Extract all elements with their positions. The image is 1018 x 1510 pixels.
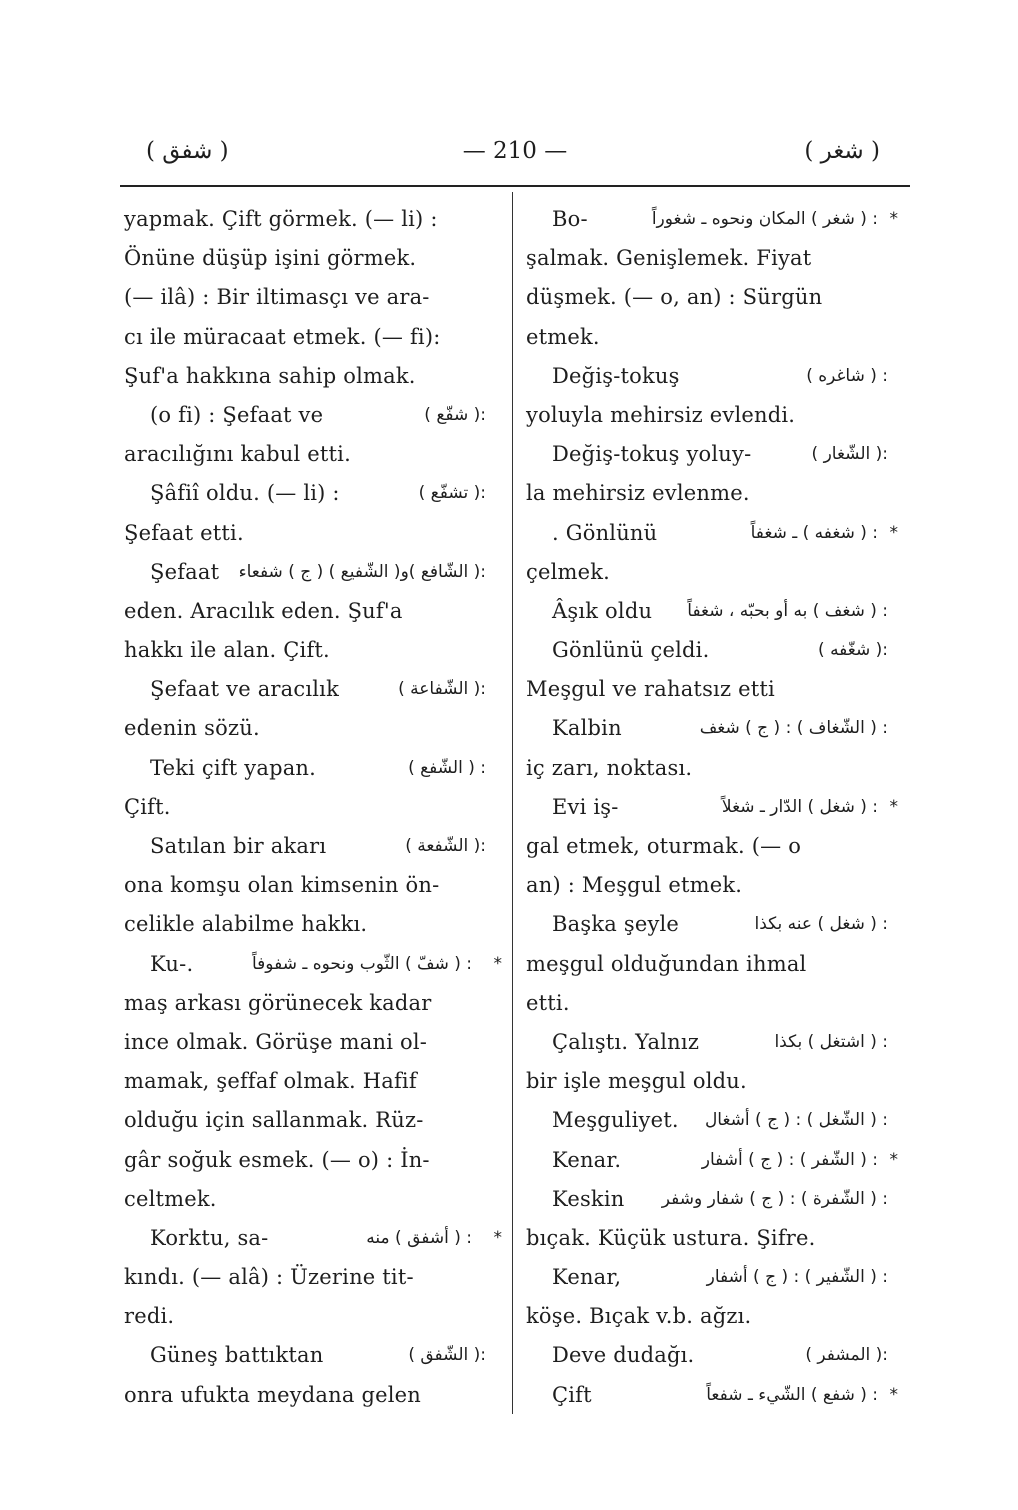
dictionary-line	[124, 592, 486, 631]
dictionary-line	[526, 1297, 888, 1336]
entry-text: Korktu, sa-	[150, 1225, 269, 1250]
dictionary-line	[124, 984, 486, 1023]
entry-text: eden. Aracılık eden. Şuf'a	[124, 598, 403, 623]
arabic-headword: : ( الشّفر ) : ( ج ) أشفار	[701, 1149, 878, 1170]
arabic-headword: : ( الشّغل ) : ( ج ) أشغال	[704, 1110, 888, 1131]
entry-text: Bo-	[552, 207, 588, 231]
dictionary-line	[526, 827, 888, 866]
dictionary-line	[526, 670, 888, 709]
dictionary-line	[124, 357, 486, 396]
dictionary-line	[526, 514, 898, 553]
dictionary-line	[124, 1101, 486, 1140]
entry-text: la mehirsiz evlenme.	[526, 481, 750, 506]
entry-text: celtmek.	[124, 1186, 217, 1211]
entry-text: bıçak. Küçük ustura. Şifre.	[526, 1225, 816, 1250]
dictionary-line	[526, 200, 898, 239]
entry-text: Çift	[552, 1382, 592, 1407]
dictionary-line	[124, 827, 486, 866]
dictionary-line	[526, 866, 888, 905]
arabic-headword: :( الشّفق )	[408, 1345, 486, 1366]
arabic-headword: : ( أشفق ) منه	[366, 1227, 472, 1248]
entry-text: yapmak. Çift görmek. (— li) :	[124, 207, 438, 231]
left-column	[124, 200, 502, 1415]
arabic-headword: : ( شغف ) به أو بحبّه ، شغفاً	[687, 600, 888, 621]
arabic-headword: : ( شاغره )	[806, 365, 888, 386]
entry-text: ona komşu olan kimsenin ön-	[124, 873, 440, 898]
dictionary-line	[124, 749, 486, 788]
arabic-headword: : ( الشّغاف ) : ( ج ) شغف	[699, 718, 888, 739]
header-left-keyword: ( شفق )	[146, 138, 229, 164]
dictionary-line	[124, 1336, 486, 1375]
entry-text: köşe. Bıçak v.b. ağzı.	[526, 1304, 752, 1329]
dictionary-line	[526, 984, 888, 1023]
dictionary-line	[526, 709, 888, 748]
entry-text: redi.	[124, 1304, 175, 1329]
root-marker: *	[493, 953, 502, 974]
entry-text: gal etmek, oturmak. (— o	[526, 834, 802, 858]
entry-text: Çalıştı. Yalnız	[552, 1029, 700, 1054]
entry-text: etti.	[526, 990, 570, 1015]
dictionary-line	[124, 553, 486, 592]
dictionary-line	[124, 670, 486, 709]
dictionary-line	[124, 1062, 486, 1101]
dictionary-line	[526, 1141, 898, 1180]
entry-text: Değiş-tokuş	[552, 363, 680, 388]
entry-text: Çift.	[124, 794, 171, 819]
right-column	[526, 200, 898, 1415]
dictionary-line	[526, 631, 888, 670]
entry-text: Şuf'a hakkına sahip olmak.	[124, 363, 416, 388]
dictionary-line	[124, 474, 486, 513]
entry-text: (— ilâ) : Bir iltimasçı ve ara-	[124, 285, 430, 310]
dictionary-line	[124, 1376, 486, 1415]
dictionary-line	[526, 945, 888, 984]
entry-text: kındı. (— alâ) : Üzerine tit-	[124, 1265, 414, 1290]
dictionary-line	[124, 200, 486, 239]
dictionary-line	[526, 905, 888, 944]
dictionary-line	[124, 1297, 486, 1336]
dictionary-line	[526, 357, 888, 396]
arabic-headword: : ( الشّفع )	[408, 757, 486, 778]
dictionary-line	[124, 435, 486, 474]
entry-text: yoluyla mehirsiz evlendi.	[526, 402, 796, 427]
dictionary-line	[526, 1219, 888, 1258]
dictionary-line	[526, 1101, 888, 1140]
entry-text: meşgul olduğundan ihmal	[526, 951, 807, 976]
entry-text: (o fi) : Şefaat ve	[150, 402, 324, 427]
entry-text: Meşgul ve rahatsız etti	[526, 677, 775, 702]
arabic-headword: : ( شغل ) الدّار ـ شغلاً	[721, 796, 878, 817]
entry-text: Gönlünü çeldi.	[552, 638, 710, 663]
dictionary-line	[526, 749, 888, 788]
dictionary-line	[526, 1336, 888, 1375]
dictionary-line	[526, 1376, 898, 1415]
dictionary-line	[124, 396, 486, 435]
root-marker: *	[493, 1227, 502, 1248]
page-number: — 210 —	[462, 138, 568, 164]
root-marker: *	[889, 209, 898, 229]
dictionary-line	[124, 1023, 486, 1062]
dictionary-line	[526, 239, 888, 278]
entry-text: Kenar,	[552, 1265, 622, 1290]
entry-text: Kenar.	[552, 1147, 622, 1172]
arabic-headword: :( شغّفه )	[818, 640, 888, 661]
dictionary-line	[124, 239, 486, 278]
root-marker: *	[889, 796, 898, 817]
entry-text: iç zarı, noktası.	[526, 755, 693, 780]
arabic-headword: : ( الشّفير ) : ( ج ) أشفار	[706, 1267, 888, 1288]
dictionary-line	[124, 1141, 486, 1180]
entry-text: mamak, şeffaf olmak. Hafif	[124, 1069, 417, 1094]
arabic-headword: :( شفّع )	[424, 404, 486, 425]
dictionary-line	[526, 318, 888, 357]
entry-text: edenin sözü.	[124, 716, 260, 741]
dictionary-line	[526, 396, 888, 435]
header-right-keyword: ( شغر )	[804, 138, 880, 164]
arabic-headword: :( الشّغار )	[811, 444, 888, 465]
entry-text: çelmek.	[526, 559, 611, 584]
entry-text: düşmek. (— o, an) : Sürgün	[526, 285, 823, 310]
dictionary-line	[124, 709, 486, 748]
entry-text: Meşguliyet.	[552, 1108, 679, 1133]
entry-text: maş arkası görünecek kadar	[124, 990, 432, 1015]
entry-text: şalmak. Genişlemek. Fiyat	[526, 246, 812, 271]
entry-text: Satılan bir akarı	[150, 834, 327, 858]
entry-text: . Gönlünü	[552, 520, 658, 545]
arabic-headword: : ( شغل ) عنه بكذا	[754, 914, 888, 935]
dictionary-line	[526, 474, 888, 513]
entry-text: hakkı ile alan. Çift.	[124, 638, 330, 663]
entry-text: Şefaat etti.	[124, 520, 244, 545]
dictionary-line	[124, 1180, 486, 1219]
root-marker: *	[889, 1384, 898, 1405]
arabic-headword: :( المشفر )	[805, 1345, 888, 1366]
dictionary-line	[526, 1062, 888, 1101]
entry-text: Şâfiî oldu. (— li) :	[150, 481, 340, 506]
dictionary-line	[124, 631, 486, 670]
header-rule	[120, 185, 910, 187]
dictionary-line	[526, 278, 888, 317]
dictionary-line	[124, 905, 486, 944]
dictionary-line	[124, 866, 486, 905]
arabic-headword: :( تشفّع )	[418, 483, 486, 504]
arabic-headword: :( الشّفاعة )	[398, 679, 486, 700]
entry-text: Kalbin	[552, 716, 622, 741]
dictionary-line	[124, 318, 486, 357]
entry-text: Başka şeyle	[552, 912, 680, 937]
dictionary-line	[526, 1180, 888, 1219]
dictionary-line	[526, 592, 888, 631]
column-divider	[512, 192, 513, 1414]
entry-text: aracılığını kabul etti.	[124, 442, 351, 467]
entry-text: Şefaat	[150, 559, 220, 584]
entry-text: Önüne düşüp işini görmek.	[124, 246, 417, 271]
entry-text: Güneş battıktan	[150, 1343, 324, 1368]
entry-text: onra ufukta meydana gelen	[124, 1382, 422, 1407]
arabic-headword: : ( شغفه ) ـ شغفاً	[750, 522, 878, 543]
page-header	[120, 138, 910, 178]
arabic-headword: : ( شغر ) المكان ونحوه ـ شغوراً	[651, 209, 878, 229]
dictionary-line	[124, 514, 486, 553]
entry-text: Âşık oldu	[552, 598, 653, 623]
entry-text: Değiş-tokuş yoluy-	[552, 442, 752, 467]
arabic-headword: : ( شفّ ) الثّوب ونحوه ـ شفوفاً	[252, 953, 472, 974]
dictionary-line	[526, 1258, 888, 1297]
dictionary-line	[526, 435, 888, 474]
dictionary-line	[124, 788, 486, 827]
dictionary-line	[124, 945, 502, 984]
dictionary-line	[124, 278, 486, 317]
entry-text: Evi iş-	[552, 794, 619, 819]
dictionary-line	[124, 1258, 486, 1297]
arabic-headword: :( الشّافع )و( الشّفيع ) ( ج ) شفعاء	[238, 561, 486, 582]
arabic-headword: :( الشّفعة )	[405, 836, 486, 856]
entry-text: Ku-.	[150, 951, 194, 976]
arabic-headword: : ( اشتغل ) بكذا	[774, 1031, 888, 1052]
entry-text: cı ile müracaat etmek. (— fi):	[124, 324, 441, 349]
dictionary-line	[526, 553, 888, 592]
root-marker: *	[889, 1149, 898, 1170]
entry-text: celikle alabilme hakkı.	[124, 912, 368, 937]
dictionary-line	[124, 1219, 502, 1258]
dictionary-line	[526, 1023, 888, 1062]
entry-text: an) : Meşgul etmek.	[526, 873, 743, 898]
arabic-headword: : ( الشّفرة ) : ( ج ) شفار وشفر	[661, 1188, 888, 1209]
entry-text: olduğu için sallanmak. Rüz-	[124, 1108, 424, 1133]
entry-text: Şefaat ve aracılık	[150, 677, 340, 702]
root-marker: *	[889, 522, 898, 543]
entry-text: gâr soğuk esmek. (— o) : İn-	[124, 1147, 430, 1172]
entry-text: etmek.	[526, 324, 600, 349]
entry-text: Teki çift yapan.	[150, 755, 317, 780]
entry-text: bir işle meşgul oldu.	[526, 1069, 747, 1094]
entry-text: Keskin	[552, 1186, 625, 1211]
dictionary-line	[526, 788, 898, 827]
entry-text: ince olmak. Görüşe mani ol-	[124, 1029, 428, 1054]
entry-text: Deve dudağı.	[552, 1343, 695, 1368]
arabic-headword: : ( شفع ) الشّيء ـ شفعاً	[706, 1384, 878, 1405]
